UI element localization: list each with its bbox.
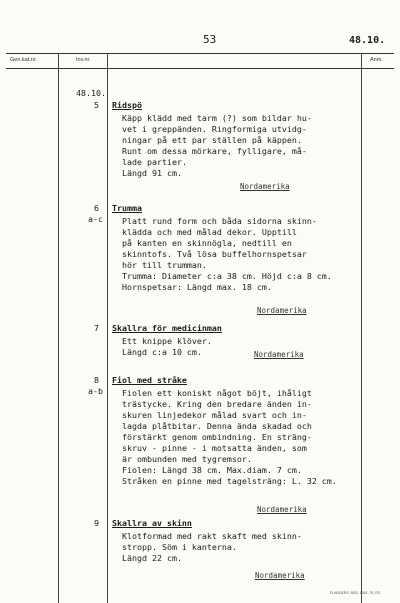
entry-description-line: Runt om dessa mörkare, fylligare, må- [122,146,307,156]
entry-number: 7 [94,323,99,333]
entry-description-line: skruv - pinne - i motsatta änden, som [122,443,307,453]
entry-description-line: Klotformad med rakt skaft med skinn- [122,531,302,541]
entry-description-line: skuren linjedekor målad svart och in- [122,410,307,420]
entry-description-line: förstärkt genom ombindning. En sträng- [122,432,312,442]
entry-description-line: Längd 22 cm. [122,553,182,563]
entry-region: Nordamerika [255,571,305,580]
entry-description-line: på kanten en skinnögla, nedtill en [122,238,292,248]
entry-description-line: ningar på ett par ställen på käppen. [122,135,302,145]
column-divider-inv [107,53,108,603]
entry-description-line: hör till trumman. [122,260,207,270]
entry-description-line: Stråken en pinne med tagelsträng: L. 32 cm. [122,476,337,486]
header-bottom-rule [6,68,394,69]
entry-description-line: Käpp klädd med tarm (?) som bildar hu- [122,113,312,123]
entry-description-line: är ombunden med tygremsor. [122,454,252,464]
header-gen-kat-nr: Gen.kat.nr. [10,57,37,63]
entry-title: Fiol med stråke [112,375,187,385]
entry-description-line: stropp. Söm i kanterna. [122,542,237,552]
header-top-rule [6,53,394,54]
header-anm: Anm. [370,57,383,63]
footer-print-info: FLANDERS, RÅS, 1951, 75, ES. [330,591,381,595]
entry-number: 8 [94,375,99,385]
entry-number: 5 [94,100,99,110]
entry-number: 6 [94,203,99,213]
entry-region: Nordamerika [257,306,307,315]
entry-description-line: Fiolen ett koniskt något böjt, ihåligt [122,388,312,398]
entry-description-line: vet i greppänden. Ringformiga utvidg- [122,124,307,134]
column-divider-gen [58,53,59,603]
entry-description-line: Hornspetsar: Längd max. 18 cm. [122,282,272,292]
entry-description-line: Längd c:a 10 cm. [122,347,202,357]
header-inv-nr: Inv.nr. [76,57,91,63]
entry-title: Trumma [112,203,142,213]
entry-description-line: Platt rund form och båda sidorna skinn- [122,216,317,226]
entry-region: Nordamerika [257,505,307,514]
entry-region: Nordamerika [254,350,304,359]
entry-description-line: Ett knippe klöver. [122,336,212,346]
entry-title: Skallra för medicinman [112,323,222,333]
entry-title: Skallra av skinn [112,518,192,528]
entry-region: Nordamerika [240,182,290,191]
document-number: 48.10. [349,35,386,46]
entry-description-line: skinntofs. Två lösa buffelhornspetsar [122,249,307,259]
collection-number: 48.10. [76,88,106,98]
page-number: 53 [203,33,217,46]
entry-subrange: a-b [88,386,103,396]
entry-description-line: trästycke. Kring den bredare änden in- [122,399,312,409]
entry-description-line: lade partier. [122,157,187,167]
entry-description-line: Fiolen: Längd 38 cm. Max.diam. 7 cm. [122,465,302,475]
entry-description-line: Trumma: Diameter c:a 38 cm. Höjd c:a 8 cm. [122,271,332,281]
entry-description-line: Längd 91 cm. [122,168,182,178]
entry-subrange: a-c [88,214,103,224]
entry-description-line: klädda och med målad dekor. Upptill [122,227,297,237]
entry-number: 9 [94,518,99,528]
entry-title: Ridspö [112,100,142,110]
entry-description-line: lagda plåtbitar. Denna ända skadad och [122,421,312,431]
column-divider-anm [361,53,362,603]
